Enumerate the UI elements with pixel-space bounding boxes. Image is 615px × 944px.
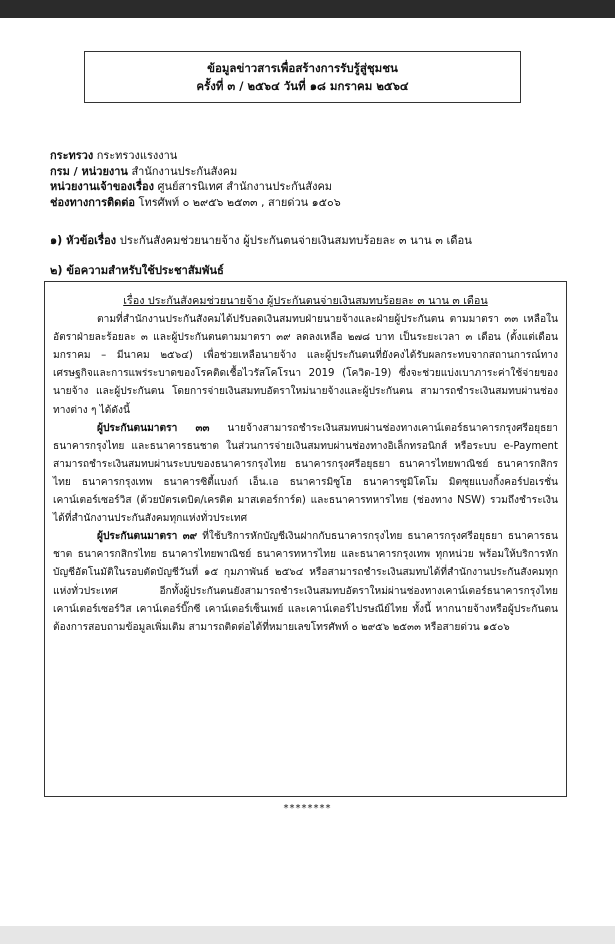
pr-paragraph-2-heading: ผู้ประกันตนมาตรา ๓๓ <box>97 422 210 434</box>
meta-owner <box>50 179 570 195</box>
pr-paragraph-1: ตามที่สำนักงานประกันสังคมได้ปรับลดเงินสมทบฝ่ายนายจ้างและฝ่ายผู้ประกันตน ตามมาตรา ๓๓ เหลือในอัตราฝ่ายละร้อยละ ๓ และผู้ประกันตนตามมาตรา ๓๙ ลดลงเหลือ ๒๗๘ บาท เป็นระยะเวลา ๓ เดือน (ตั้งแต่เดือนมกราคม – มีนาคม ๒๕๖๔) เพื่อช่วยเหลือนายจ้าง และผู้ประกันตนที่ยังคงได้รับผลกระทบจากสถานการณ์ทางเศรษฐกิจและการแพร่ระบาดของโรคติดเชื้อไวรัสโคโรนา 2019 (โควิด-19) ซึ่งจะช่วยแบ่งเบาภาระค่าใช้จ่ายของนายจ้าง และผู้ประกันตน โดยการจ่ายเงินสมทบอัตราใหม่นายจ้างและผู้ประกันตน สามารถชำระเงินสมทบผ่านช่องทางต่าง ๆ ได้ดังนี้ <box>53 314 558 416</box>
meta-department-value: สำนักงานประกันสังคม <box>131 164 238 178</box>
pr-content-box <box>44 281 567 797</box>
meta-contact-label: ช่องทางการติดต่อ <box>50 195 136 209</box>
header-title: ข้อมูลข่าวสารเพื่อสร้างการรับรู้สู่ชุมชน <box>207 61 398 75</box>
meta-ministry-value: กระทรวงแรงงาน <box>96 149 178 162</box>
status-bar <box>0 0 615 18</box>
meta-ministry-label: กระทรวง <box>50 149 94 162</box>
pr-paragraph-2-text: นายจ้างสามารถชำระเงินสมทบผ่านช่องทางเคาน์เตอร์ธนาคารกรุงศรีอยุธยา ธนาคารกรุงไทย และธนาคารธนชาต ในส่วนการจ่ายเงินสมทบผ่านช่องทางอิเล็กทรอนิกส์ หรือระบบ e-Payment สามารถชำระเงินสมทบผ่านระบบของธนาคารกรุงไทย ธนาคารกรุงศรีอยุธยา ธนาคารไทยพาณิชย์ ธนาคารกสิกรไทย ธนาคารกรุงเทพ ธนาคารซิตี้แบงก์ เอ็น.เอ ธนาคารมิซูโฮ ธนาคารซูมิโตโม มิตซุยแบงกิ้งคอร์ปอเรชั่น เคาน์เตอร์เซอร์วิส (ด้วยบัตรเดบิต/เครดิต มาสเตอร์การ์ด) และธนาคารทหารไทย (ช่องทาง NSW) รวมถึงชำระเงินได้ที่สำนักงานประกันสังคมทุกแห่งทั่วประเทศ <box>53 422 559 525</box>
section-pr-heading: ๒) ข้อความสำหรับใช้ประชาสัมพันธ์ <box>50 264 224 277</box>
end-mark: ******** <box>283 803 332 814</box>
meta-contact <box>50 195 570 211</box>
pr-paragraph-2 <box>53 420 558 529</box>
header-box <box>84 51 521 103</box>
section-topic <box>50 231 472 249</box>
meta-owner-value: ศูนย์สารนิเทศ สำนักงานประกันสังคม <box>157 180 333 193</box>
header-issue-date: ครั้งที่ ๓ / ๒๕๖๔ วันที่ ๑๘ มกราคม ๒๕๖๔ <box>196 79 409 93</box>
document-page <box>0 18 615 944</box>
meta-department <box>50 164 570 180</box>
pr-paragraph-3-text: ที่ใช้บริการหักบัญชีเงินฝากกับธนาคารกรุงไทย ธนาคารกรุงศรีอยุธยา ธนาคารธนชาต ธนาคารกสิกรไทย ธนาคารไทยพาณิชย์ ธนาคารทหารไทย และธนาคารกรุงเทพ ทุกหน่วย พร้อมให้บริการหักบัญชีอัตโนมัติในรอบตัดบัญชีวันที่ ๑๕ กุมภาพันธ์ ๒๕๖๔ หรือสามารถชำระเงินสมทบได้ที่สำนักงานประกันสังคมทุกแห่งทั่วประเทศ อีกทั้งผู้ประกันตนยังสามารถชำระเงินสมทบอัตราใหม่ผ่านช่องทางเคาน์เตอร์ธนาคารกรุงไทย เคาน์เตอร์เซอร์วิส เคาน์เตอร์บิ๊กซี เคาน์เตอร์เซ็นเพย์ และเคาน์เตอร์ไปรษณีย์ไทย ทั้งนี้ หากนายจ้างหรือผู้ประกันตนต้องการสอบถามข้อมูลเพิ่มเติม สามารถติดต่อได้ที่หมายเลขโทรศัพท์ ๐ ๒๙๕๖ ๒๕๓๓ หรือสายด่วน ๑๕๐๖ <box>53 531 558 633</box>
meta-block <box>50 148 570 210</box>
meta-ministry <box>50 148 570 164</box>
meta-owner-label: หน่วยงานเจ้าของเรื่อง <box>50 180 154 193</box>
navigation-bar <box>0 926 615 944</box>
pr-subject: เรื่อง ประกันสังคมช่วยนายจ้าง ผู้ประกันตนจ่ายเงินสมทบร้อยละ ๓ นาน ๓ เดือน <box>123 294 488 307</box>
section-topic-label: ๑) หัวข้อเรื่อง <box>50 234 117 247</box>
section-topic-value: ประกันสังคมช่วยนายจ้าง ผู้ประกันตนจ่ายเงินสมทบร้อยละ ๓ นาน ๓ เดือน <box>119 234 472 247</box>
pr-paragraph-3 <box>53 528 558 637</box>
meta-department-label: กรม / หน่วยงาน <box>50 164 128 178</box>
pr-paragraph-3-heading: ผู้ประกันตนมาตรา ๓๙ <box>97 531 198 543</box>
meta-contact-value: โทรศัพท์ ๐ ๒๙๕๖ ๒๕๓๓ , สายด่วน ๑๕๐๖ <box>138 195 341 209</box>
